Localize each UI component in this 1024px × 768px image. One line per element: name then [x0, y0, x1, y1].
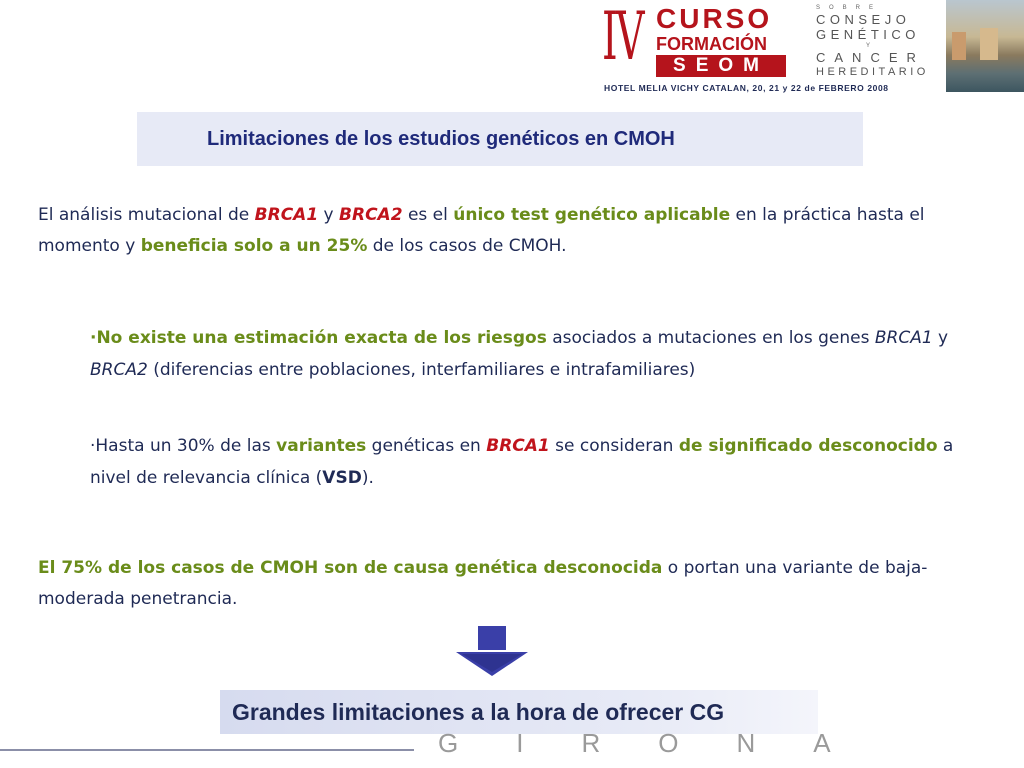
text-run: y [318, 205, 340, 225]
causa-paragraph [38, 553, 938, 615]
intro-paragraph [38, 200, 938, 262]
text-run: de los casos de CMOH. [367, 236, 567, 256]
highlight-beneficia: beneficia solo a un 25% [140, 236, 368, 256]
text-run: es el [402, 205, 454, 225]
bullet-variantes [90, 430, 970, 494]
subject-hereditario: HEREDITARIO [816, 66, 929, 78]
text-run: ). [361, 468, 374, 488]
text-run: en la práctica hasta el momento y [38, 205, 925, 256]
text-run: y [932, 328, 949, 348]
subject-consejo: CONSEJO [816, 12, 911, 27]
text-run: o portan una variante de baja-moderada penetrancia. [38, 558, 928, 609]
course-subject [816, 4, 942, 80]
footer-divider [0, 749, 414, 751]
slide-title: Limitaciones de los estudios genéticos en CMOH [207, 128, 675, 150]
gene-brca2: BRCA2 [339, 205, 403, 225]
course-header [590, 0, 1024, 100]
highlight-significado: de significado desconocido [678, 436, 938, 456]
highlight-no-estimacion: ·No existe una estimación exacta de los riesgos [90, 328, 547, 348]
gene-brca1: BRCA1 [486, 436, 550, 456]
text-run: (diferencias entre poblaciones, interfamiliares e intrafamiliares) [147, 360, 696, 380]
gene-brca1: BRCA1 [254, 205, 319, 225]
down-arrow-icon [456, 626, 528, 676]
text-run: ·Hasta un 30% de las [90, 436, 277, 456]
subject-genetico: GENÉTICO [816, 27, 920, 42]
highlight-75-percent: El 75% de los casos de CMOH son de causa genética desconocida [38, 558, 663, 578]
text-run: se consideran [549, 436, 679, 456]
footer-city: GIRONA [438, 728, 889, 758]
gene-brca2: BRCA2 [90, 360, 148, 380]
text-run: El análisis mutacional de [38, 205, 255, 225]
slide-title-box [137, 112, 863, 166]
term-vsd: VSD [322, 468, 362, 488]
subject-y: Y [866, 43, 880, 49]
logo-seom: SEOM [656, 55, 786, 77]
text-run: genéticas en [366, 436, 487, 456]
bullet-riesgos [90, 322, 970, 386]
text-run: a nivel de relevancia clínica ( [90, 436, 954, 488]
logo-curso: CURSO [656, 3, 773, 34]
logo-formacion: FORMACIÓN [656, 34, 767, 54]
girona-photo [946, 0, 1024, 92]
highlight-unico-test: único test genético aplicable [453, 205, 731, 225]
subject-sobre: SOBRE [816, 5, 883, 11]
gene-brca1: BRCA1 [874, 328, 933, 348]
logo-roman-numeral: IV [602, 0, 643, 75]
event-venue-date: HOTEL MELIA VICHY CATALAN, 20, 21 y 22 de FEBRERO 2008 [604, 83, 889, 93]
text-run: asociados a mutaciones en los genes [546, 328, 875, 348]
subject-cancer: CANCER [816, 50, 925, 65]
highlight-variantes: variantes [276, 436, 367, 456]
conclusion-text: Grandes limitaciones a la hora de ofrecer CG [232, 699, 725, 725]
